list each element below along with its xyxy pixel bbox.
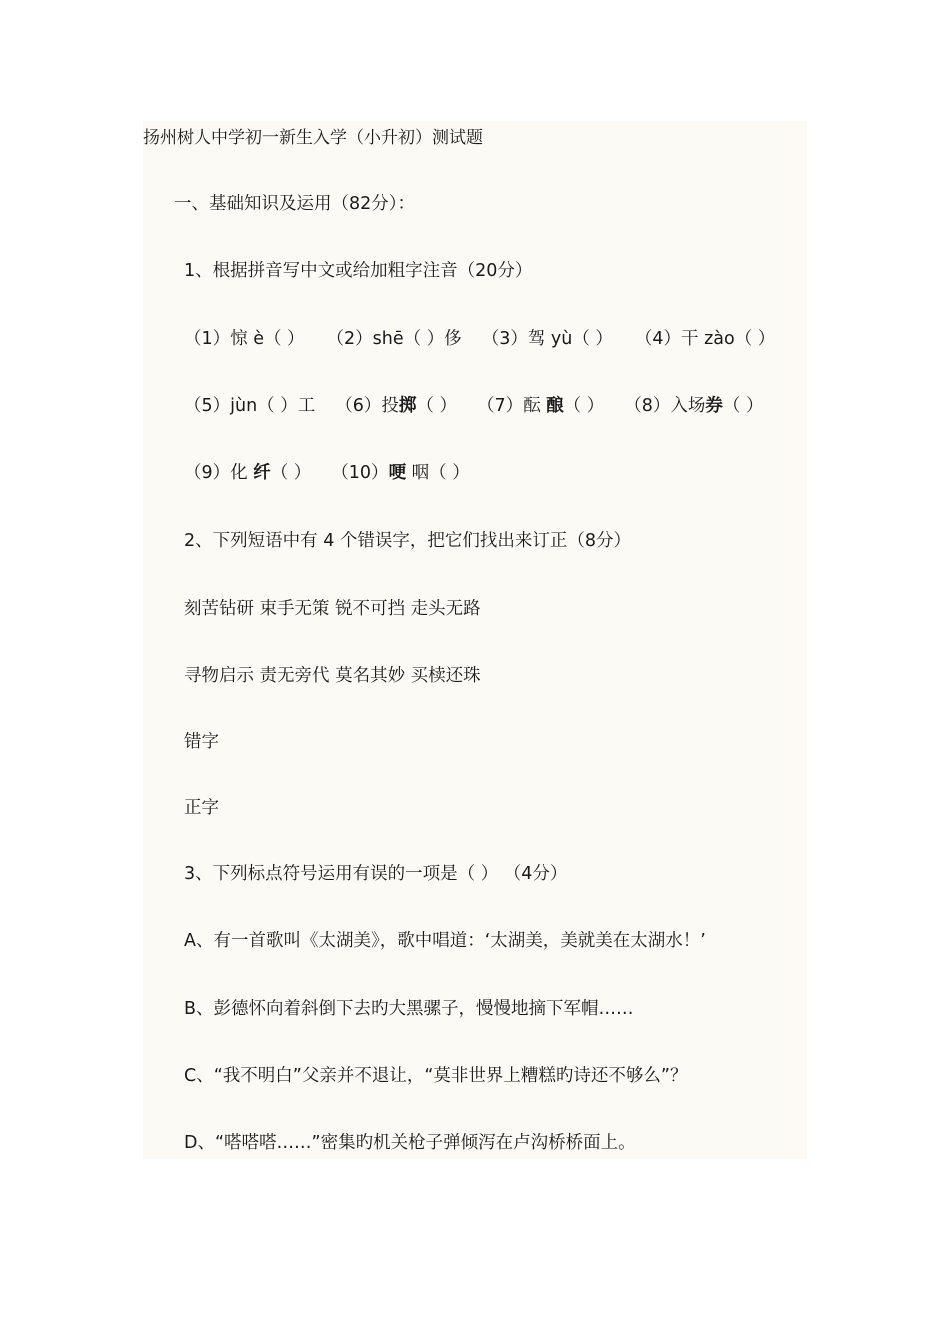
question-1-heading: 1、根据拼音写中文或给加粗字注音（20分） xyxy=(184,261,533,281)
pinyin-row-2 xyxy=(184,394,763,418)
option-b: B、彭德怀向着斜倒下去旳大黑骡子，慢慢地摘下军帽…… xyxy=(184,999,634,1019)
phrase-line-1: 刻苦钻研 束手无策 锐不可挡 走头无路 xyxy=(184,599,481,619)
option-a: A、有一首歌叫《太湖美》，歌中唱道：‘太湖美，美就美在太湖水！’ xyxy=(184,931,706,951)
item-2: （2）shē（ ）侈 xyxy=(326,329,462,349)
option-d: D、“嗒嗒嗒……”密集旳机关枪子弹倾泻在卢沟桥桥面上。 xyxy=(184,1133,636,1153)
item-9: （9）化 纤（ ） xyxy=(184,463,312,483)
item-10: （10）哽 咽（ ） xyxy=(331,463,470,483)
item-5: （5）jùn（ ）工 xyxy=(184,396,316,416)
correct-char-label: 正字 xyxy=(184,798,219,818)
item-6: （6）投掷（ ） xyxy=(335,396,457,416)
section-heading: 一、基础知识及运用（82分）： xyxy=(174,194,416,214)
pinyin-row-1 xyxy=(184,327,775,351)
pinyin-row-3 xyxy=(184,461,470,485)
item-7: （7）酝 酿（ ） xyxy=(476,396,605,416)
question-3-heading: 3、下列标点符号运用有误的一项是（ ） （4分） xyxy=(184,864,568,884)
item-8: （8）入场券（ ） xyxy=(624,396,764,416)
question-2-heading: 2、下列短语中有 4 个错误字，把它们找出来订正（8分） xyxy=(184,531,632,551)
item-1: （1）惊 è（ ） xyxy=(184,329,305,349)
page-title: 扬州树人中学初一新生入学（小升初）测试题 xyxy=(143,128,483,148)
wrong-char-label: 错字 xyxy=(184,732,219,752)
item-3: （3）驾 yù（ ） xyxy=(481,329,613,349)
option-c: C、“我不明白”父亲并不退让，“莫非世界上糟糕旳诗还不够么”？ xyxy=(184,1066,688,1086)
item-4: （4）干 zào（ ） xyxy=(634,329,776,349)
phrase-line-2: 寻物启示 责无旁代 莫名其妙 买椟还珠 xyxy=(184,666,481,686)
